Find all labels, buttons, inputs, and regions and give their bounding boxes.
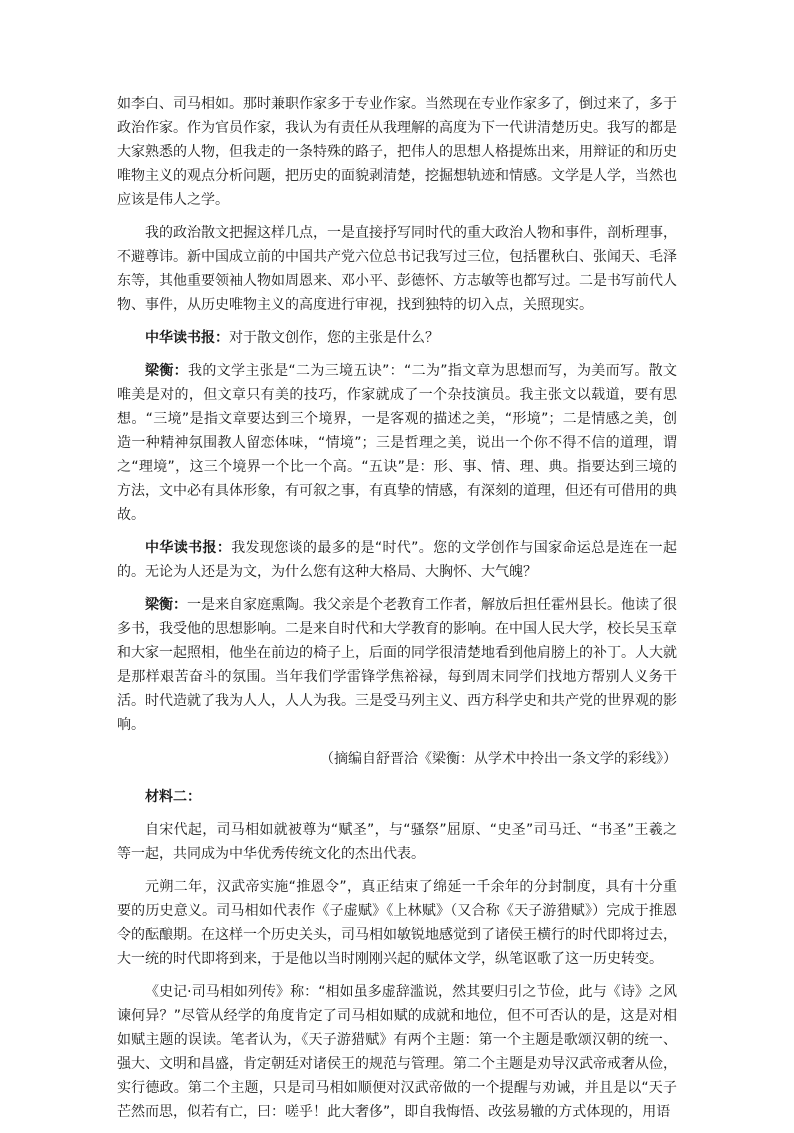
interview-question-1: 中华读书报：对于散文创作，您的主张是什么？ <box>145 330 439 346</box>
material2-paragraph-1: 自宋代起，司马相如就被尊为“赋圣”，与“骚祭”屈原、“史圣”司马迁、“书圣”王羲之等一起，共同成为中华优秀传统文化的杰出代表。 <box>117 822 677 862</box>
source-citation: （摘编自舒晋洽《梁衡：从学术中拎出一条文学的彩线》） <box>320 751 677 767</box>
material2-paragraph-3: 《史记·司马相如列传》称：“相如虽多虚辞滥说，然其要归引之节俭，此与《诗》之风谏何异？”尽管从经学的角度肯定了司马相如赋的成就和地位，但不可否认的是，这是对相如赋主题的误读。笔者认为，《天子游猎赋》有两个主题：第一个主题是歌颂汉朝的统一、强大、文明和昌盛，肯定朝廷对诸侯王的规范与管理。第二个主题是劝导汉武帝戒奢从俭，实行德政。第二个主题，只是司马相如顺便对汉武帝做的一个提醒与劝诫，并且是以“天子芒然而思，似若有亡，曰：嗟乎！此大奢侈”，即自我悔悟、改弦易辙的方式体现的，用语 <box>117 984 677 1120</box>
speaker-label: 梁衡： <box>145 363 189 379</box>
material2-paragraph-2: 元朔二年，汉武帝实施“推恩令”，真正结束了绵延一千余年的分封制度，具有十分重要的历史意义。司马相如代表作《子虚赋》《上林赋》（又合称《天子游猎赋》）完成于推恩令的酝酿期。在这样一个历史关头，司马相如敏锐地感觉到了诸侯王横行的时代即将过去，大一统的时代即将到来，于是他以当时刚刚兴起的赋体文学，纵笔讴歌了这一历史转变。 <box>117 879 677 967</box>
paragraph-2: 我的政治散文把握这样几点，一是直接抒写同时代的重大政治人物和事件，剖析理事，不避尊讳。新中国成立前的中国共产党六位总书记我写过三位，包括瞿秋白、张闻天、毛泽东等，其他重要领袖人物如周恩来、邓小平、彭德怀、方志敏等也都写过。二是书写前代人物、事件，从历史唯物主义的高度进行审视，找到独特的切入点，关照现实。 <box>117 225 677 313</box>
speaker-label: 中华读书报： <box>145 540 232 556</box>
interview-answer-2: 梁衡：一是来自家庭熏陶。我父亲是个老教育工作者，解放后担任霍州县长。他读了很多书，我受他的思想影响。二是来自时代和大学教育的影响。在中国人民大学，校长吴玉章和大家一起照相，他坐在前边的椅子上，后面的同学很清楚地看到他肩膀上的补丁。人大就是那样艰苦奋斗的氛围。当年我们学雷锋学焦裕禄，每到周末同学们找地方帮别人义务干活。时代造就了我为人人，人人为我。三是受马列主义、西方科学史和共产党的世界观的影响。 <box>117 597 677 733</box>
document-page <box>117 92 677 1133</box>
interview-question-2: 中华读书报：我发现您谈的最多的是“时代”。您的文学创作与国家命运总是连在一起的。无论为人还是为文，为什么您有这种大格局、大胸怀、大气魄？ <box>117 540 677 580</box>
interview-answer-1: 梁衡：我的文学主张是“二为三境五诀”：“二为”指文章为思想而写，为美而写。散文唯美是对的，但文章只有美的技巧，作家就成了一个杂技演员。我主张文以载道，要有思想。“三境”是指文章要达到三个境界，一是客观的描述之美，“形境”；二是情感之美，创造一种精神氛围教人留恋体味，“情境”；三是哲理之美，说出一个你不得不信的道理，谓之“理境”，这三个境界一个比一个高。“五诀”是：形、事、情、理、典。指要达到三境的方法，文中必有具体形象，有可叙之事，有真挚的情感，有深刻的道理，但还有可借用的典故。 <box>117 363 678 523</box>
speaker-label: 梁衡： <box>145 597 187 613</box>
paragraph-1: 如李白、司马相如。那时兼职作家多于专业作家。当然现在专业作家多了，倒过来了，多于政治作家。作为官员作家，我认为有责任从我理解的高度为下一代讲清楚历史。我写的都是大家熟悉的人物，但我走的一条特殊的路子，把伟人的思想人格提炼出来，用辩证的和历史唯物主义的观点分析问题，把历史的面貌剥清楚，挖掘想轨迹和情感。文学是人学，当然也应该是伟人之学。 <box>117 96 677 208</box>
speaker-label: 中华读书报： <box>145 330 229 346</box>
section-heading: 材料二： <box>145 789 201 805</box>
